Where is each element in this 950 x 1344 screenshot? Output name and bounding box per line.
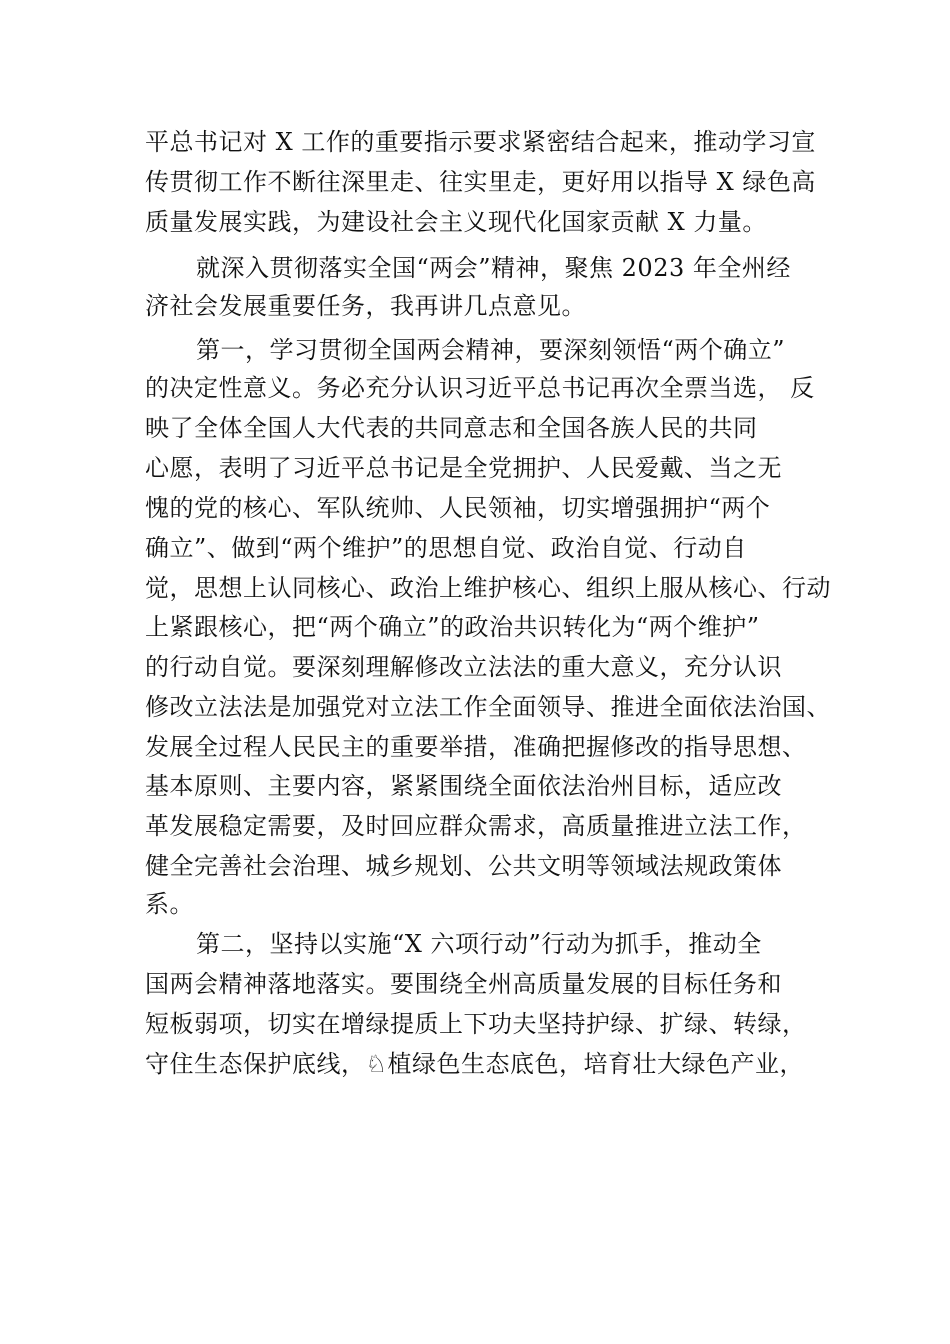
text-line: 愧的党的核心、军队统帅、人民领袖，切实增强拥护“两个 (145, 494, 771, 522)
text-line: 健全完善社会治理、城乡规划、公共文明等领域法规政策体 (145, 852, 782, 880)
text-line: 守住生态保护底线，♘植绿色生态底色，培育壮大绿色产业， (145, 1050, 805, 1078)
text-line: 上紧跟核心，把“两个确立”的政治共识转化为“两个维护” (145, 613, 760, 641)
text-line: 短板弱项，切实在增绿提质上下功夫坚持护绿、扩绿、转绿， (145, 1010, 807, 1038)
paragraph-start-line: 第一，学习贯彻全国两会精神，要深刻领悟“两个确立” (196, 336, 786, 364)
text-line: 觉，思想上认同核心、政治上维护核心、组织上服从核心、行动 (145, 574, 831, 602)
text-line: 平总书记对 X 工作的重要指示要求紧密结合起来，推动学习宣 (145, 128, 816, 156)
paragraph-start-line: 第二，坚持以实施“X 六项行动”行动为抓手，推动全 (196, 930, 762, 958)
text-line: 革发展稳定需要，及时回应群众需求，高质量推进立法工作， (145, 812, 807, 840)
text-line: 基本原则、主要内容，紧紧围绕全面依法治州目标，适应改 (145, 772, 782, 800)
text-line: 传贯彻工作不断往深里走、往实里走，更好用以指导 X 绿色高 (145, 168, 816, 196)
text-line: 国两会精神落地落实。要围绕全州高质量发展的目标任务和 (145, 970, 782, 998)
text-line: 修改立法法是加强党对立法工作全面领导、推进全面依法治国、 (145, 693, 831, 721)
text-line: 的行动自觉。要深刻理解修改立法法的重大意义，充分认识 (145, 653, 782, 681)
text-line: 的决定性意义。务必充分认识习近平总书记再次全票当选， 反 (145, 374, 815, 402)
text-line: 映了全体全国人大代表的共同意志和全国各族人民的共同 (145, 414, 758, 442)
text-line: 济社会发展重要任务，我再讲几点意见。 (145, 292, 586, 320)
paragraph-start-line: 就深入贯彻落实全国“两会”精神，聚焦 2023 年全州经 (196, 254, 791, 282)
text-line: 发展全过程人民民主的重要举措，准确把握修改的指导思想、 (145, 733, 807, 761)
text-line: 确立”、做到“两个维护”的思想自觉、政治自觉、行动自 (145, 534, 747, 562)
text-line: 系。 (145, 890, 194, 918)
text-line: 质量发展实践，为建设社会主义现代化国家贡献 X 力量。 (145, 208, 767, 236)
text-line: 心愿，表明了习近平总书记是全党拥护、人民爱戴、当之无 (145, 454, 782, 482)
